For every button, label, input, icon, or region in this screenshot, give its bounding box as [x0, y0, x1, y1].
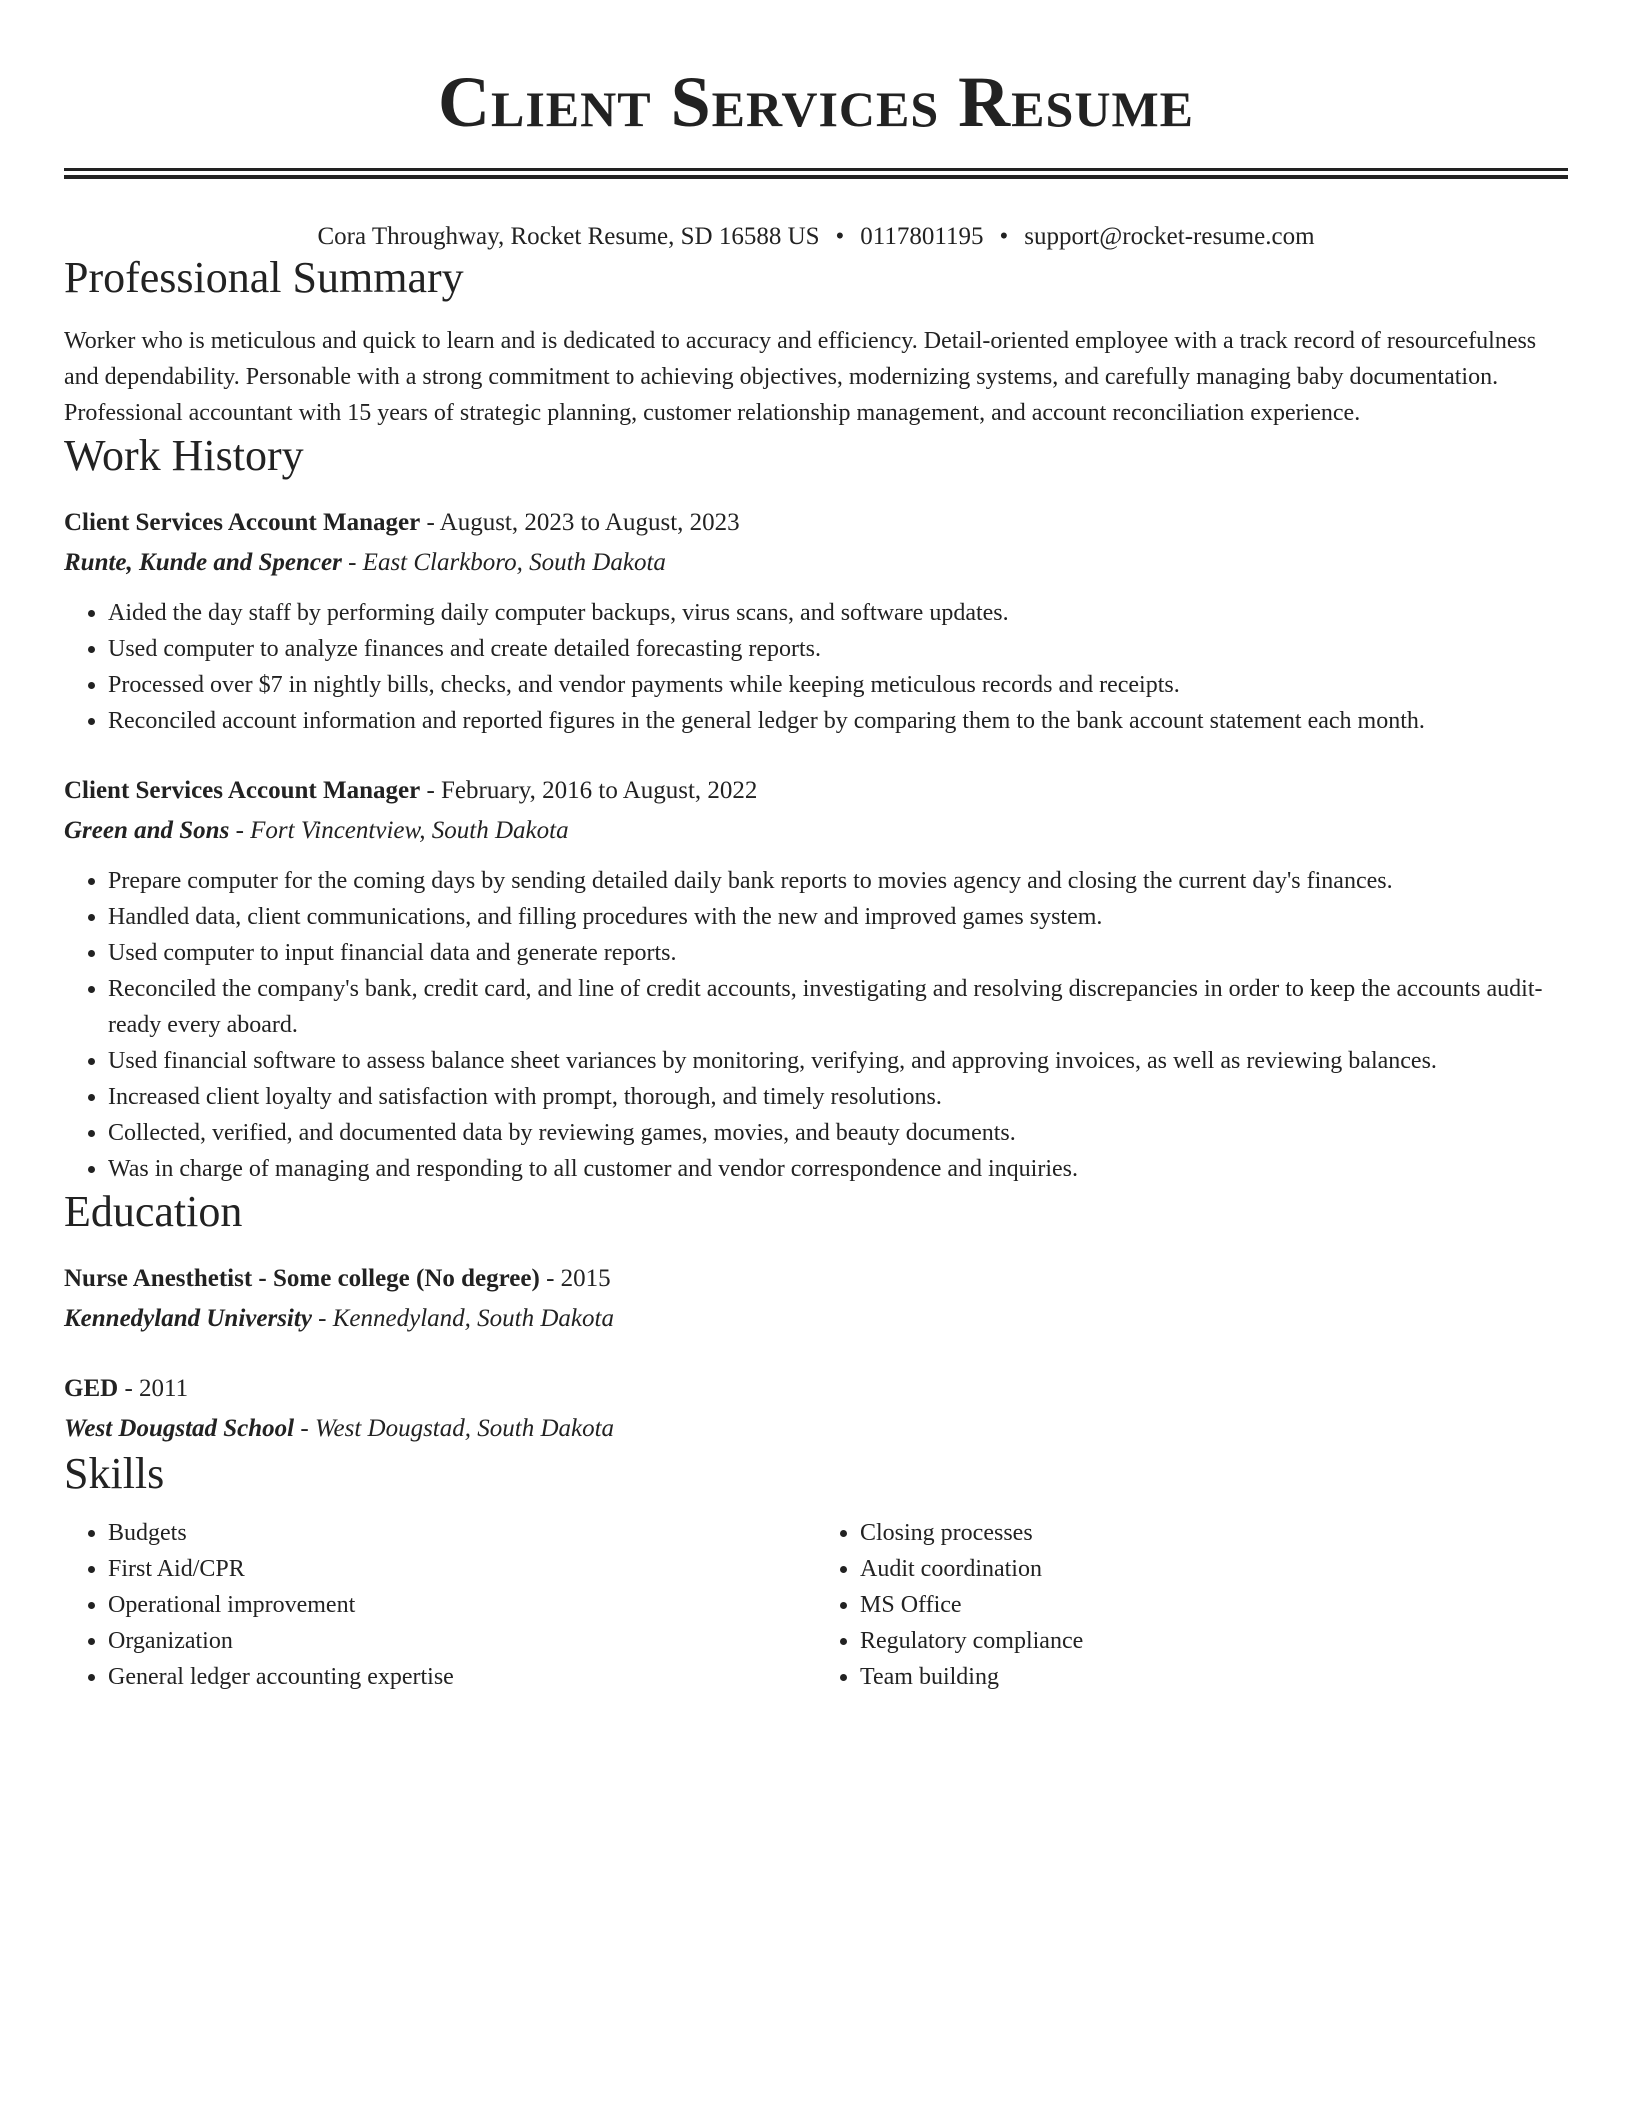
skill-item: • Organization — [108, 1623, 816, 1659]
job-bullet: • Used computer to input financial data and generate reports. — [108, 935, 1568, 971]
job-location: - Fort Vincentview, South Dakota — [229, 817, 569, 844]
job-dates: - February, 2016 to August, 2022 — [420, 777, 758, 804]
job-location: - East Clarkboro, South Dakota — [341, 549, 666, 576]
education-year: - 2011 — [118, 1375, 189, 1402]
job-bullet: • Handled data, client communications, and filling procedures with the new and improved games system. — [108, 899, 1568, 935]
job-title: Client Services Account Manager — [64, 777, 421, 804]
education-entry — [64, 1259, 1568, 1339]
education-year: - 2015 — [539, 1265, 611, 1292]
job-dates: - August, 2023 to August, 2023 — [420, 509, 740, 536]
work-history-heading: Work History — [64, 431, 304, 480]
skill-item: • MS Office — [860, 1587, 1568, 1623]
job-bullet: • Prepare computer for the coming days by sending detailed daily bank reports to movies agency and closing the current day's finances. — [108, 863, 1568, 899]
contact-separator: • — [835, 223, 845, 250]
job-entry — [64, 503, 1568, 739]
job-bullet: • Used computer to analyze finances and create detailed forecasting reports. — [108, 631, 1568, 667]
skill-item: • Budgets — [108, 1515, 816, 1551]
job-bullet: • Was in charge of managing and responding to all customer and vendor correspondence and inquiries. — [108, 1151, 1568, 1187]
skills-left-column — [64, 1515, 816, 1695]
education-degree-line — [64, 1369, 1568, 1409]
job-entry — [64, 771, 1568, 1187]
job-bullet: • Processed over $7 in nightly bills, checks, and vendor payments while keeping meticulous records and receipts. — [108, 667, 1568, 703]
education-heading: Education — [64, 1187, 243, 1236]
skill-item: • Team building — [860, 1659, 1568, 1695]
contact-line — [64, 221, 1568, 253]
job-bullet: • Reconciled the company's bank, credit card, and line of credit accounts, investigating and resolving discrepancies in order to keep the accounts audit-ready every aboard. — [108, 971, 1568, 1043]
job-bullet: • Reconciled account information and reported figures in the general ledger by comparing them to the bank account statement each month. — [108, 703, 1568, 739]
skills-grid — [64, 1515, 1568, 1695]
contact-email: support@rocket-resume.com — [1024, 223, 1315, 250]
skill-item: • Operational improvement — [108, 1587, 816, 1623]
skill-item: • Regulatory compliance — [860, 1623, 1568, 1659]
job-title-line — [64, 503, 1568, 543]
education-school-line — [64, 1409, 1568, 1449]
skill-item: • Closing processes — [860, 1515, 1568, 1551]
education-location: - Kennedyland, South Dakota — [311, 1305, 614, 1332]
skill-item: • Audit coordination — [860, 1551, 1568, 1587]
education-degree-line — [64, 1259, 1568, 1299]
skills-right-column — [816, 1515, 1568, 1695]
job-bullet-list — [64, 595, 1568, 739]
contact-address: Cora Throughway, Rocket Resume, SD 16588 US — [317, 223, 820, 250]
job-company: Green and Sons — [64, 817, 230, 844]
job-company: Runte, Kunde and Spencer — [64, 549, 342, 576]
job-company-line — [64, 811, 1568, 851]
contact-separator: • — [999, 223, 1009, 250]
job-bullet: • Aided the day staff by performing daily computer backups, virus scans, and software updates. — [108, 595, 1568, 631]
education-school: Kennedyland University — [64, 1305, 312, 1332]
education-location: - West Dougstad, South Dakota — [294, 1415, 615, 1442]
education-entry — [64, 1369, 1568, 1449]
job-title: Client Services Account Manager — [64, 509, 421, 536]
job-bullet: • Collected, verified, and documented data by reviewing games, movies, and beauty documents. — [108, 1115, 1568, 1151]
summary-heading: Professional Summary — [64, 253, 464, 302]
skills-heading: Skills — [64, 1449, 165, 1498]
job-bullet-list — [64, 863, 1568, 1187]
job-bullet: • Increased client loyalty and satisfaction with prompt, thorough, and timely resolutions. — [108, 1079, 1568, 1115]
education-degree: Nurse Anesthetist - Some college (No degree) — [64, 1265, 540, 1292]
summary-text: Worker who is meticulous and quick to learn and is dedicated to accuracy and efficiency. Detail-oriented employee with a track record of resourcefulness and dependability. Personable with a strong commitment to achieving objectives, modernizing systems, and carefully managing baby documentation. Professional accountant with 15 years of strategic planning, customer relationship management, and account reconciliation experience. — [64, 328, 1537, 426]
resume-title: Client Services Resume — [438, 62, 1194, 142]
skill-item: • General ledger accounting expertise — [108, 1659, 816, 1695]
contact-phone: 0117801195 — [860, 223, 984, 250]
skill-item: • First Aid/CPR — [108, 1551, 816, 1587]
education-school: West Dougstad School — [64, 1415, 295, 1442]
job-bullet: • Used financial software to assess balance sheet variances by monitoring, verifying, and approving invoices, as well as reviewing balances. — [108, 1043, 1568, 1079]
education-degree: GED — [64, 1375, 119, 1402]
job-title-line — [64, 771, 1568, 811]
job-company-line — [64, 543, 1568, 583]
title-divider — [64, 168, 1568, 179]
education-school-line — [64, 1299, 1568, 1339]
